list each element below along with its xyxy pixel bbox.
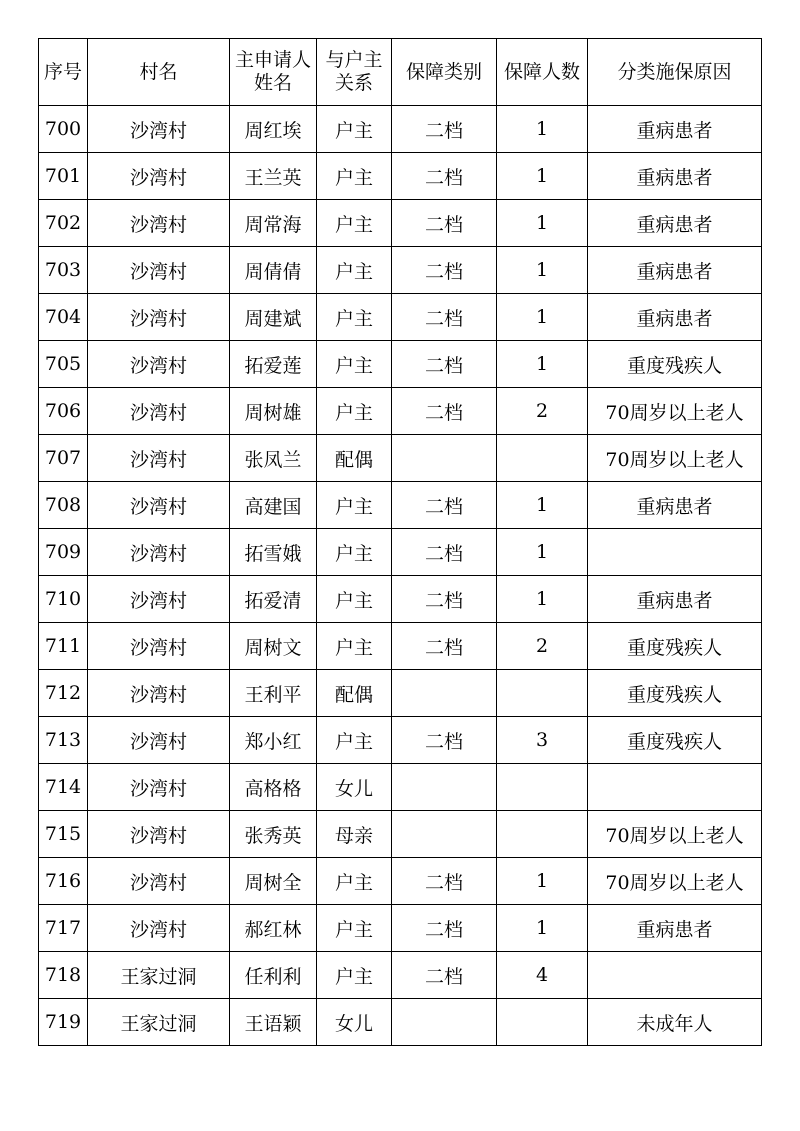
cell-support-category: 二档: [392, 482, 497, 529]
cell-serial-no: 704: [39, 294, 88, 341]
cell-village-name: 王家过洞: [88, 952, 230, 999]
cell-village-name: 沙湾村: [88, 247, 230, 294]
cell-support-category: 二档: [392, 858, 497, 905]
cell-relation-to-head: 户主: [317, 623, 392, 670]
cell-serial-no: 703: [39, 247, 88, 294]
cell-support-category: 二档: [392, 388, 497, 435]
cell-serial-no: 708: [39, 482, 88, 529]
cell-support-category: 二档: [392, 717, 497, 764]
table-row: [39, 529, 762, 576]
header-village-name: 村名: [88, 39, 230, 106]
cell-support-category: 二档: [392, 153, 497, 200]
cell-relation-to-head: 女儿: [317, 999, 392, 1046]
cell-support-count: [497, 764, 588, 811]
cell-support-reason: 重病患者: [588, 482, 762, 529]
cell-applicant-name: 周树文: [230, 623, 317, 670]
header-serial-no: 序号: [39, 39, 88, 106]
cell-support-category: 二档: [392, 106, 497, 153]
cell-village-name: 沙湾村: [88, 294, 230, 341]
table-row: [39, 482, 762, 529]
cell-support-category: 二档: [392, 294, 497, 341]
cell-relation-to-head: 母亲: [317, 811, 392, 858]
cell-support-category: 二档: [392, 341, 497, 388]
cell-support-reason: 重病患者: [588, 153, 762, 200]
cell-support-count: 1: [497, 247, 588, 294]
cell-village-name: 沙湾村: [88, 811, 230, 858]
cell-support-category: 二档: [392, 623, 497, 670]
cell-relation-to-head: 户主: [317, 576, 392, 623]
cell-applicant-name: 高格格: [230, 764, 317, 811]
table-row: [39, 952, 762, 999]
cell-serial-no: 710: [39, 576, 88, 623]
cell-relation-to-head: 户主: [317, 247, 392, 294]
cell-village-name: 沙湾村: [88, 388, 230, 435]
cell-village-name: 沙湾村: [88, 717, 230, 764]
cell-support-reason: 70周岁以上老人: [588, 388, 762, 435]
cell-serial-no: 700: [39, 106, 88, 153]
cell-support-count: 1: [497, 153, 588, 200]
cell-applicant-name: 张秀英: [230, 811, 317, 858]
cell-relation-to-head: 户主: [317, 200, 392, 247]
cell-support-count: 1: [497, 106, 588, 153]
cell-serial-no: 719: [39, 999, 88, 1046]
cell-applicant-name: 周树雄: [230, 388, 317, 435]
cell-support-reason: 70周岁以上老人: [588, 858, 762, 905]
table-row: [39, 294, 762, 341]
cell-support-count: 2: [497, 388, 588, 435]
cell-support-count: 1: [497, 905, 588, 952]
cell-support-category: 二档: [392, 905, 497, 952]
cell-village-name: 王家过洞: [88, 999, 230, 1046]
cell-relation-to-head: 女儿: [317, 764, 392, 811]
table-row: [39, 999, 762, 1046]
cell-relation-to-head: 户主: [317, 294, 392, 341]
cell-support-reason: 70周岁以上老人: [588, 811, 762, 858]
table-row: [39, 670, 762, 717]
assistance-roster-table: [38, 38, 762, 1046]
cell-support-category: 二档: [392, 529, 497, 576]
cell-village-name: 沙湾村: [88, 623, 230, 670]
cell-support-count: 3: [497, 717, 588, 764]
cell-applicant-name: 拓爱清: [230, 576, 317, 623]
header-relation-to-head: 与户主关系: [317, 39, 392, 106]
cell-serial-no: 711: [39, 623, 88, 670]
header-support-reason: 分类施保原因: [588, 39, 762, 106]
cell-applicant-name: 周倩倩: [230, 247, 317, 294]
cell-support-reason: 重度残疾人: [588, 623, 762, 670]
cell-support-category: [392, 764, 497, 811]
cell-support-reason: 70周岁以上老人: [588, 435, 762, 482]
table-row: [39, 153, 762, 200]
cell-support-count: [497, 999, 588, 1046]
cell-support-category: [392, 999, 497, 1046]
cell-relation-to-head: 户主: [317, 952, 392, 999]
cell-applicant-name: 王语颖: [230, 999, 317, 1046]
cell-applicant-name: 王兰英: [230, 153, 317, 200]
cell-applicant-name: 郝红林: [230, 905, 317, 952]
table-row: [39, 435, 762, 482]
cell-relation-to-head: 户主: [317, 717, 392, 764]
table-row: [39, 576, 762, 623]
cell-village-name: 沙湾村: [88, 576, 230, 623]
cell-applicant-name: 拓爱莲: [230, 341, 317, 388]
cell-village-name: 沙湾村: [88, 905, 230, 952]
cell-relation-to-head: 户主: [317, 106, 392, 153]
cell-support-count: [497, 670, 588, 717]
cell-relation-to-head: 配偶: [317, 670, 392, 717]
cell-support-count: 4: [497, 952, 588, 999]
cell-support-reason: 重度残疾人: [588, 670, 762, 717]
cell-support-count: [497, 435, 588, 482]
cell-village-name: 沙湾村: [88, 153, 230, 200]
cell-support-reason: 重病患者: [588, 905, 762, 952]
cell-support-count: 1: [497, 576, 588, 623]
cell-support-reason: [588, 529, 762, 576]
cell-support-reason: 重病患者: [588, 294, 762, 341]
table-row: [39, 858, 762, 905]
cell-village-name: 沙湾村: [88, 435, 230, 482]
table-row: [39, 247, 762, 294]
cell-applicant-name: 拓雪娥: [230, 529, 317, 576]
cell-support-category: 二档: [392, 952, 497, 999]
table-row: [39, 388, 762, 435]
table-row: [39, 811, 762, 858]
header-support-count: 保障人数: [497, 39, 588, 106]
cell-support-reason: [588, 952, 762, 999]
cell-applicant-name: 周树全: [230, 858, 317, 905]
header-applicant-name: 主申请人姓名: [230, 39, 317, 106]
cell-village-name: 沙湾村: [88, 106, 230, 153]
cell-relation-to-head: 户主: [317, 858, 392, 905]
cell-relation-to-head: 户主: [317, 482, 392, 529]
cell-relation-to-head: 户主: [317, 153, 392, 200]
cell-applicant-name: 高建国: [230, 482, 317, 529]
cell-village-name: 沙湾村: [88, 764, 230, 811]
cell-village-name: 沙湾村: [88, 200, 230, 247]
cell-village-name: 沙湾村: [88, 858, 230, 905]
cell-support-count: 1: [497, 294, 588, 341]
cell-village-name: 沙湾村: [88, 341, 230, 388]
cell-support-category: [392, 670, 497, 717]
cell-applicant-name: 周红埃: [230, 106, 317, 153]
cell-relation-to-head: 户主: [317, 905, 392, 952]
cell-serial-no: 707: [39, 435, 88, 482]
cell-serial-no: 718: [39, 952, 88, 999]
cell-support-count: 1: [497, 482, 588, 529]
cell-serial-no: 709: [39, 529, 88, 576]
cell-relation-to-head: 配偶: [317, 435, 392, 482]
table-row: [39, 717, 762, 764]
cell-village-name: 沙湾村: [88, 670, 230, 717]
cell-serial-no: 701: [39, 153, 88, 200]
table-row: [39, 764, 762, 811]
cell-support-count: 1: [497, 200, 588, 247]
cell-support-category: 二档: [392, 576, 497, 623]
cell-support-reason: 重度残疾人: [588, 341, 762, 388]
cell-applicant-name: 王利平: [230, 670, 317, 717]
header-support-category: 保障类别: [392, 39, 497, 106]
cell-support-reason: 重病患者: [588, 576, 762, 623]
cell-serial-no: 714: [39, 764, 88, 811]
cell-support-reason: 未成年人: [588, 999, 762, 1046]
cell-support-category: [392, 435, 497, 482]
cell-village-name: 沙湾村: [88, 482, 230, 529]
cell-applicant-name: 周建斌: [230, 294, 317, 341]
cell-relation-to-head: 户主: [317, 529, 392, 576]
cell-serial-no: 702: [39, 200, 88, 247]
table-row: [39, 341, 762, 388]
cell-village-name: 沙湾村: [88, 529, 230, 576]
cell-support-category: [392, 811, 497, 858]
cell-serial-no: 713: [39, 717, 88, 764]
cell-support-category: 二档: [392, 247, 497, 294]
cell-support-reason: 重病患者: [588, 106, 762, 153]
cell-support-count: 2: [497, 623, 588, 670]
cell-relation-to-head: 户主: [317, 341, 392, 388]
cell-relation-to-head: 户主: [317, 388, 392, 435]
cell-applicant-name: 周常海: [230, 200, 317, 247]
header-row: [39, 39, 762, 106]
table-row: [39, 905, 762, 952]
table-row: [39, 106, 762, 153]
cell-serial-no: 717: [39, 905, 88, 952]
cell-support-count: 1: [497, 341, 588, 388]
cell-support-count: 1: [497, 529, 588, 576]
table-row: [39, 200, 762, 247]
cell-support-reason: 重病患者: [588, 247, 762, 294]
cell-applicant-name: 郑小红: [230, 717, 317, 764]
cell-support-reason: [588, 764, 762, 811]
cell-applicant-name: 张凤兰: [230, 435, 317, 482]
cell-support-reason: 重病患者: [588, 200, 762, 247]
cell-serial-no: 705: [39, 341, 88, 388]
cell-serial-no: 712: [39, 670, 88, 717]
cell-serial-no: 706: [39, 388, 88, 435]
cell-support-count: 1: [497, 858, 588, 905]
cell-applicant-name: 任利利: [230, 952, 317, 999]
cell-serial-no: 715: [39, 811, 88, 858]
cell-support-category: 二档: [392, 200, 497, 247]
cell-support-reason: 重度残疾人: [588, 717, 762, 764]
cell-support-count: [497, 811, 588, 858]
table-row: [39, 623, 762, 670]
cell-serial-no: 716: [39, 858, 88, 905]
